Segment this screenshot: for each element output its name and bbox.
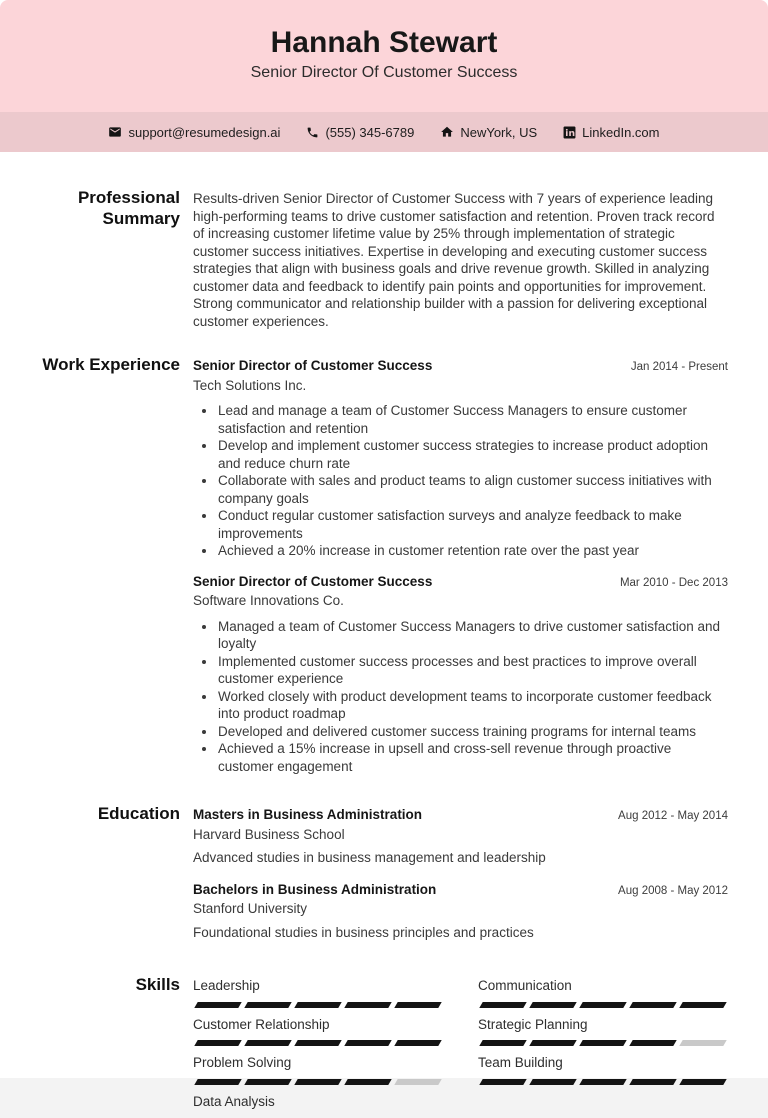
skill-segment-filled <box>679 1002 726 1008</box>
skill-segment-filled <box>194 1079 241 1085</box>
section-heading-skills: Skills <box>135 975 180 994</box>
skill-segment-filled <box>529 1002 576 1008</box>
education-entry <box>193 806 728 867</box>
job-company: Software Innovations Co. <box>193 593 344 608</box>
job-dates: Mar 2010 - Dec 2013 <box>619 576 728 589</box>
skill-segment-filled <box>394 1040 441 1046</box>
resume-body <box>0 152 768 1118</box>
section-heading-work: Work Experience <box>42 355 180 374</box>
skill-segment-filled <box>294 1040 341 1046</box>
contact-location-text: NewYork, US <box>460 124 538 140</box>
skill-segment-empty <box>679 1040 726 1046</box>
person-name: Hannah Stewart <box>270 26 498 59</box>
skill-segment-filled <box>629 1040 676 1046</box>
job-entry <box>193 357 728 560</box>
linkedin-icon <box>563 126 576 139</box>
job-title: Senior Director of Customer Success <box>193 573 433 589</box>
skill-segment-filled <box>579 1079 626 1085</box>
job-bullet: • Collaborate with sales and product teams to align customer success initiatives with company goals <box>217 472 728 507</box>
envelope-icon <box>108 125 122 139</box>
skill-level-bar <box>193 1040 443 1046</box>
person-job-title: Senior Director Of Customer Success <box>250 64 518 81</box>
skill-level-bar <box>478 1002 728 1008</box>
skill-segment-filled <box>244 1079 291 1085</box>
contact-bar <box>0 112 768 152</box>
skill-level-bar <box>193 1002 443 1008</box>
summary-text: Results-driven Senior Director of Customer Success with 7 years of experience leading high-performing teams to drive customer satisfaction and retention. Proven track record of increasing customer lifetime value by 25% through implementation of strategic customer success initiatives. Expertise in developing and executing customer success strategies that align with business goals and drive revenue growth. Skilled in analyzing customer data and feedback to identify pain points and opportunities for improvement. Strong communicator and relationship builder with a passion for delivering exceptional customer experiences. <box>193 191 715 329</box>
education-school: Harvard Business School <box>193 826 345 842</box>
contact-linkedin-text: LinkedIn.com <box>582 124 660 140</box>
skill-segment-filled <box>244 1002 291 1008</box>
skill-segment-filled <box>579 1002 626 1008</box>
skill-name: Customer Relationship <box>193 1016 330 1032</box>
contact-phone-text: (555) 345-6789 <box>325 124 415 140</box>
skill-level-bar <box>478 1079 728 1085</box>
job-bullet: • Conduct regular customer satisfaction surveys and analyze feedback to make improvements <box>217 507 728 542</box>
skill-segment-filled <box>629 1002 676 1008</box>
job-bullet: • Develop and implement customer success strategies to increase product adoption and reduce churn rate <box>217 437 728 472</box>
skill-segment-filled <box>294 1079 341 1085</box>
resume-header <box>0 0 768 112</box>
skill-segment-filled <box>344 1040 391 1046</box>
skill-segment-filled <box>294 1002 341 1008</box>
skill-level-bar <box>193 1079 443 1085</box>
skill-segment-filled <box>344 1002 391 1008</box>
skill-segment-filled <box>394 1002 441 1008</box>
job-bullet: • Implemented customer success processes and best practices to improve overall customer experience <box>217 653 728 688</box>
skill-item <box>478 977 728 1008</box>
skill-item <box>478 1016 728 1047</box>
skill-item <box>193 1093 443 1111</box>
skills-column-right <box>478 977 728 1118</box>
skill-segment-filled <box>529 1079 576 1085</box>
skill-segment-filled <box>629 1079 676 1085</box>
section-education <box>0 806 768 941</box>
education-degree: Masters in Business Administration <box>193 807 423 822</box>
skill-segment-filled <box>679 1079 726 1085</box>
contact-email <box>108 125 280 140</box>
skill-item <box>478 1054 728 1085</box>
skill-segment-filled <box>479 1079 526 1085</box>
skill-segment-filled <box>194 1002 241 1008</box>
job-bullet: • Developed and delivered customer success training programs for internal teams <box>217 723 728 741</box>
education-dates: Aug 2012 - May 2014 <box>618 810 728 822</box>
contact-linkedin <box>563 125 659 140</box>
skill-segment-filled <box>479 1002 526 1008</box>
job-bullet-list <box>193 402 728 560</box>
contact-email-text: support@resumedesign.ai <box>128 124 281 140</box>
skill-name: Problem Solving <box>193 1055 292 1070</box>
skill-name: Team Building <box>478 1055 563 1070</box>
education-school: Stanford University <box>193 901 308 916</box>
skills-column-left <box>193 977 443 1118</box>
skill-level-bar <box>478 1040 728 1046</box>
job-bullet-list <box>193 618 728 776</box>
job-bullet: • Achieved a 15% increase in upsell and cross-sell revenue through proactive customer engagement <box>217 740 728 775</box>
home-icon <box>440 125 454 139</box>
skill-segment-filled <box>194 1040 241 1046</box>
job-dates: Jan 2014 - Present <box>630 361 728 373</box>
skill-item <box>193 977 443 1008</box>
job-company: Tech Solutions Inc. <box>193 377 307 393</box>
skill-name: Data Analysis <box>193 1093 275 1109</box>
section-professional-summary <box>0 190 768 330</box>
education-description: Foundational studies in business principles and practices <box>193 924 534 940</box>
job-bullet: • Managed a team of Customer Success Managers to drive customer satisfaction and loyalty <box>217 618 728 653</box>
skill-item <box>193 1054 443 1085</box>
education-description: Advanced studies in business management and leadership <box>193 850 546 865</box>
skill-segment-filled <box>344 1079 391 1085</box>
skill-segment-filled <box>479 1040 526 1046</box>
job-bullet: • Worked closely with product development teams to incorporate customer feedback into product roadmap <box>217 688 728 723</box>
phone-icon <box>306 126 319 139</box>
section-heading-summary: Professional Summary <box>77 188 180 228</box>
skill-name: Leadership <box>193 978 260 993</box>
section-skills <box>0 977 768 1118</box>
skill-name: Communication <box>478 978 572 993</box>
education-dates: Aug 2008 - May 2012 <box>618 884 728 897</box>
skill-segment-filled <box>244 1040 291 1046</box>
job-bullet: • Lead and manage a team of Customer Success Managers to ensure customer satisfaction and retention <box>217 402 728 437</box>
job-bullet: • Achieved a 20% increase in customer retention rate over the past year <box>217 542 728 560</box>
skill-name: Strategic Planning <box>478 1016 588 1032</box>
section-heading-education: Education <box>97 804 180 823</box>
skill-segment-filled <box>579 1040 626 1046</box>
skill-segment-empty <box>394 1079 441 1085</box>
contact-phone <box>306 125 414 140</box>
job-title: Senior Director of Customer Success <box>193 358 433 373</box>
skill-item <box>193 1016 443 1047</box>
education-entry <box>193 881 728 942</box>
contact-location <box>440 125 537 140</box>
education-degree: Bachelors in Business Administration <box>193 881 437 897</box>
job-entry <box>193 573 728 776</box>
skill-segment-filled <box>529 1040 576 1046</box>
section-work-experience <box>0 357 768 775</box>
